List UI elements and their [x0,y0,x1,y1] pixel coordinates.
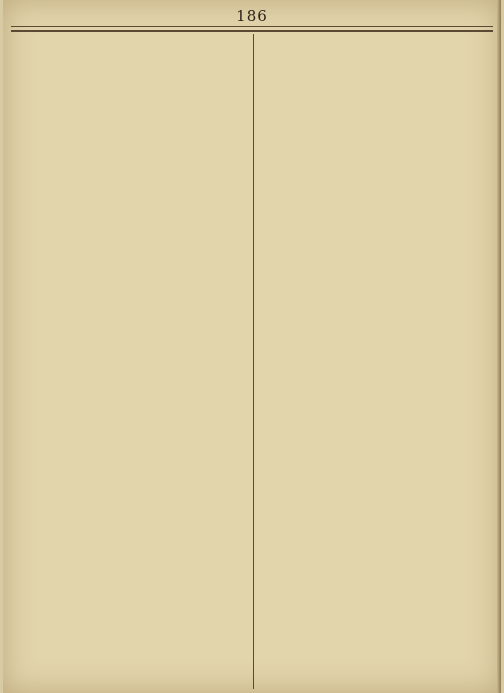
left-column [15,34,249,689]
right-column [259,34,493,689]
page-sheet [3,0,501,693]
page-number: 186 [236,7,268,25]
binding-edge [497,0,501,693]
page-header [11,4,493,32]
header-rule [11,26,493,27]
column-divider [253,34,254,689]
